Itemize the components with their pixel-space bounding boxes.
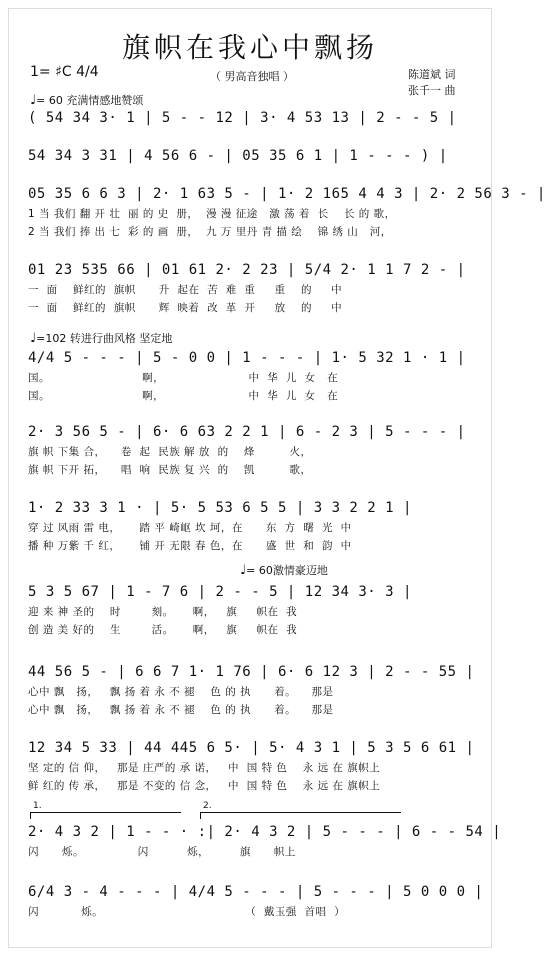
- lyric-verse-1: 闪 烁。 （ 戴玉强 首唱 ）: [28, 906, 346, 918]
- notation-line: 5 3 5 67 | 1 - 7 6 | 2 - - 5 | 12 34 3· 3 |: [28, 584, 412, 600]
- notation-line: 6/4 3 - 4 - - - | 4/4 5 - - - | 5 - - - | 5 0 0 0 |: [28, 884, 484, 900]
- staff-11: [28, 824, 502, 862]
- lyric-verse-2: 一 面 鲜红的 旗帜 辉 映着 改 革 开 放 的 中: [28, 302, 343, 314]
- volta-second-ending: 2.: [200, 812, 401, 819]
- notation-line: 4/4 5 - - - | 5 - 0 0 | 1 - - - | 1· 5 32 1 · 1 |: [28, 350, 466, 366]
- tempo-marking-1: [30, 92, 143, 108]
- lyric-verse-1: 闪 烁。 闪 烁， 旗 帜上: [28, 846, 296, 858]
- staff-5: [28, 350, 474, 406]
- staff-7: [28, 500, 474, 556]
- staff-2: [28, 148, 474, 168]
- volta-first-ending: 1.: [30, 812, 181, 819]
- notation-line: 44 56 5 - | 6 6 7 1· 1 76 | 6· 6 12 3 | 2 - - 55 |: [28, 664, 475, 680]
- lyric-verse-1: 迎 来 神 圣的 时 刻。 啊， 旗 帜在 我: [28, 606, 298, 618]
- composer-credit: 张千一 曲: [408, 84, 456, 97]
- lyric-verse-2: 播 种 万紫 千 红， 铺 开 无限 春 色，在 盛 世 和 韵 中: [28, 540, 352, 552]
- notation-line: 12 34 5 33 | 44 445 6 5· | 5· 4 3 1 | 5 3 5 6 61 |: [28, 740, 475, 756]
- quarter-note-icon: ♩: [30, 93, 37, 108]
- notation-line: ( 54 34 3· 1 | 5 - - 12 | 3· 4 53 13 | 2 - - 5 |: [28, 110, 457, 126]
- staff-8: [28, 584, 474, 640]
- staff-3: [28, 186, 546, 242]
- notation-line: 2· 3 56 5 - | 6· 6 63 2 2 1 | 6 - 2 3 | 5 - - - |: [28, 424, 466, 440]
- notation-line: 01 23 535 66 | 01 61 2· 2 23 | 5/4 2· 1 1 7 2 - |: [28, 262, 466, 278]
- lyric-verse-2: 2 当 我们 捧 出 七 彩 的 画 册， 九 万 里丹 青 描 绘 锦 绣 山 河，: [28, 226, 392, 238]
- staff-10: [28, 740, 474, 796]
- lyric-verse-2: 国。 啊， 中 华 儿 女 在: [28, 390, 339, 402]
- staff-9: [28, 664, 474, 720]
- notation-line: 05 35 6 6 3 | 2· 1 63 5 - | 1· 2 165 4 4 3 | 2· 2 56 3 - |: [28, 186, 546, 202]
- tempo-marking-2: [30, 330, 172, 346]
- lyricist-credit: 陈道斌 词: [408, 68, 456, 81]
- staff-12: [28, 884, 484, 922]
- song-title: 旗帜在我心中飘扬: [121, 31, 378, 64]
- lyric-verse-1: 坚 定的 信 仰， 那是 庄严的 承 诺， 中 国 特 色 永 远 在 旗帜上: [28, 762, 381, 774]
- lyric-verse-1: 心中 飘 扬， 飘 扬 着 永 不 褪 色 的 执 着。 那是: [28, 686, 334, 698]
- lyric-verse-1: 旗 帜 下集 合， 卷 起 民族 解 放 的 烽 火，: [28, 446, 312, 458]
- tempo-text: = 60 充满情感地赞颂: [36, 94, 144, 107]
- lyric-verse-1: 国。 啊， 中 华 儿 女 在: [28, 372, 339, 384]
- lyric-verse-2: 鲜 红的 传 承， 那是 不变的 信 念， 中 国 特 色 永 远 在 旗帜上: [28, 780, 381, 792]
- tempo-text: = 60激情豪迈地: [246, 564, 328, 577]
- staff-1: [28, 110, 474, 130]
- quarter-note-icon: ♩: [240, 563, 247, 578]
- notation-line: 2· 4 3 2 | 1 - - · :| 2· 4 3 2 | 5 - - - | 6 - - 54 |: [28, 824, 502, 840]
- performance-note: （ 男高音独唱 ）: [210, 70, 294, 83]
- lyric-verse-2: 心中 飘 扬， 飘 扬 着 永 不 褪 色 的 执 着。 那是: [28, 704, 334, 716]
- lyric-verse-1: 1 当 我们 翻 开 壮 丽 的 史 册， 漫 漫 征途 激 荡 着 长 长 的 歌，: [28, 208, 396, 220]
- notation-line: 54 34 3 31 | 4 56 6 - | 05 35 6 1 | 1 - - - ) |: [28, 148, 448, 164]
- staff-4: [28, 262, 474, 318]
- lyric-verse-1: 穿 过 风雨 雷 电， 踏 平 崎岖 坎 坷，在 东 方 曙 光 中: [28, 522, 352, 534]
- lyric-verse-2: 旗 帜 下开 拓， 唱 响 民族 复 兴 的 凯 歌，: [28, 464, 312, 476]
- staff-6: [28, 424, 474, 480]
- notation-line: 1· 2 33 3 1 · | 5· 5 53 6 5 5 | 3 3 2 2 1 |: [28, 500, 412, 516]
- lyric-verse-1: 一 面 鲜红的 旗帜 升 起在 苦 难 重 重 的 中: [28, 284, 343, 296]
- tempo-marking-3: [240, 562, 328, 578]
- quarter-note-icon: ♩: [30, 331, 37, 346]
- lyric-verse-2: 创 造 美 好的 生 活。 啊， 旗 帜在 我: [28, 624, 298, 636]
- key-signature: 1= ♯C 4/4: [30, 64, 99, 80]
- tempo-text: =102 转进行曲风格 坚定地: [36, 332, 173, 345]
